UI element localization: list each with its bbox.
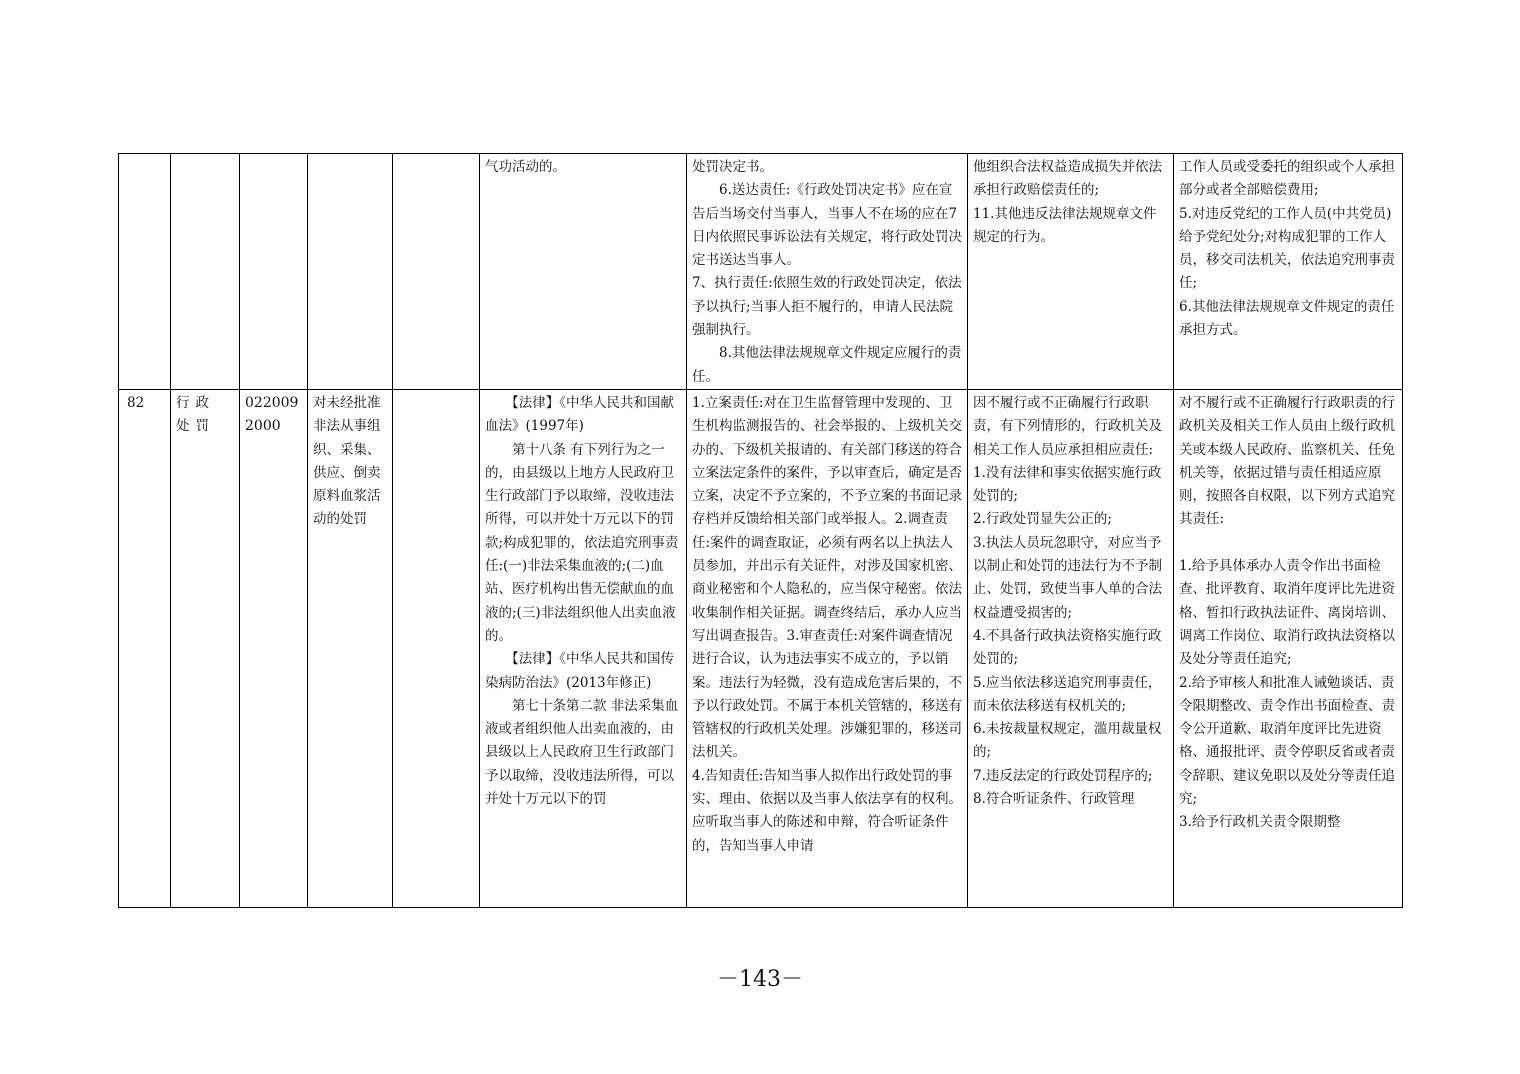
basis-text: 气功活动的。	[485, 159, 566, 175]
liability-text: 他组织合法权益造成损失并依法承担行政赔偿责任的; 11.其他违反法律法规规章文件规定的行为。	[973, 159, 1162, 245]
cell-name	[308, 390, 393, 908]
cell-basis	[480, 154, 687, 390]
cell-name	[308, 154, 393, 390]
responsibility-table	[118, 153, 1403, 908]
cell-liability	[968, 390, 1174, 908]
accountability-text: 工作人员或受委托的组织或个人承担部分或者全部赔偿费用; 5.对违反党纪的工作人员(中共党员)给予党纪处分;对构成犯罪的工作人员，移交司法机关，依法追究刑事责任; 6.其他法律法规规章文件规定的责任承担方式。	[1179, 159, 1395, 339]
cell-category	[171, 390, 240, 908]
table-row-continued	[119, 154, 1403, 390]
cell-col5	[393, 390, 480, 908]
cell-category	[171, 154, 240, 390]
row-name: 对未经批准非法从事组织、采集、供应、倒卖原料血浆活动的处罚	[313, 395, 381, 528]
cell-code	[240, 390, 308, 908]
cell-accountability	[1174, 154, 1403, 390]
cell-number	[119, 154, 171, 390]
cell-responsibility	[687, 390, 968, 908]
cell-liability	[968, 154, 1174, 390]
cell-accountability	[1174, 390, 1403, 908]
row-number: 82	[127, 395, 145, 411]
row-category: 行政处罚	[176, 395, 215, 435]
cell-code	[240, 154, 308, 390]
cell-number	[119, 390, 171, 908]
cell-basis	[480, 390, 687, 908]
cell-responsibility	[687, 154, 968, 390]
row-liability: 因不履行或不正确履行行政职责，有下列情形的，行政机关及相关工作人员应承担相应责任: 1.没有法律和事实依据实施行政处罚的; 2.行政处罚显失公正的; 3.执法人员玩忽职守，对应当予以制止和处罚的违法行为不予制止、处罚，致使当事人单的合法权益遭受损害的; 4.不具备行政执法资格实施行政处罚的; 5.应当依法移送追究刑事责任，而未依法移送有权机关的; 6.未按裁量权规定，滥用裁量权的; 7.违反法定的行政处罚程序的; 8.符合听证条件、行政管理	[973, 395, 1162, 808]
responsibility-text: 处罚决定书。 6.送达责任:《行政处罚决定书》应在宣告后当场交付当事人，当事人不在场的应在7日内依照民事诉讼法有关规定，将行政处罚决定书送达当事人。 7、执行责任:依照生效的行政处罚决定，依法予以执行;当事人拒不履行的，申请人民法院强制执行。 8.其他法律法规规章文件规定应履行的责任。	[692, 159, 962, 385]
page-number: －143－	[717, 967, 803, 992]
row-code: 0220092000	[245, 395, 299, 435]
row-basis: 【法律】《中华人民共和国献血法》(1997年) 第十八条 有下列行为之一的，由县级以上地方人民政府卫生行政部门予以取缔，没收违法所得，可以并处十万元以下的罚款;构成犯罪的，依法追究刑事责任:(一)非法采集血液的;(二)血站、医疗机构出售无偿献血的血液的;(三)非法组织他人出卖血液的。 【法律】《中华人民共和国传染病防治法》(2013年修正) 第七十条第二款 非法采集血液或者组织他人出卖血液的，由县级以上人民政府卫生行政部门予以取缔，没收违法所得，可以并处十万元以下的罚	[485, 395, 679, 808]
row-responsibility: 1.立案责任:对在卫生监督管理中发现的、卫生机构监测报告的、社会举报的、上级机关交办的、下级机关报请的、有关部门移送的符合立案法定条件的案件，予以审查后，确定是否立案，决定不予立案的，不予立案的书面记录存档并反馈给相关部门或举报人。2.调查责任:案件的调查取证，必须有两名以上执法人员参加，并出示有关证件，对涉及国家机密、商业秘密和个人隐私的，应当保守秘密。依法收集制作相关证据。调查终结后，承办人应当写出调查报告。3.审查责任:对案件调查情况进行合议，认为违法事实不成立的，予以销案。违法行为轻微，没有造成危害后果的，不予以行政处罚。不属于本机关管辖的，移送有管辖权的行政机关处理。涉嫌犯罪的，移送司法机关。 4.告知责任:告知当事人拟作出行政处罚的事实、理由、依据以及当事人依法享有的权利。应听取当事人的陈述和申辩，符合听证条件的，告知当事人申请	[692, 395, 962, 854]
cell-col5	[393, 154, 480, 390]
row-accountability: 对不履行或不正确履行行政职责的行政机关及相关工作人员由上级行政机关或本级人民政府、监察机关、任免机关等，依据过错与责任相适应原则，按照各自权限，以下列方式追究其责任: 1.给予具体承办人责令作出书面检查、批评教育、取消年度评比先进资格、暂扣行政执法证件、离岗培训、调离工作岗位、取消行政执法资格以及处分等责任追究; 2.给予审核人和批准人诫勉谈话、责令限期整改、责令作出书面检查、责令公开道歉、取消年度评比先进资格、通报批评、责令停职反省或者责令辞职、建议免职以及处分等责任追究; 3.给予行政机关责令限期整	[1179, 395, 1395, 831]
table-row-82	[119, 390, 1403, 908]
